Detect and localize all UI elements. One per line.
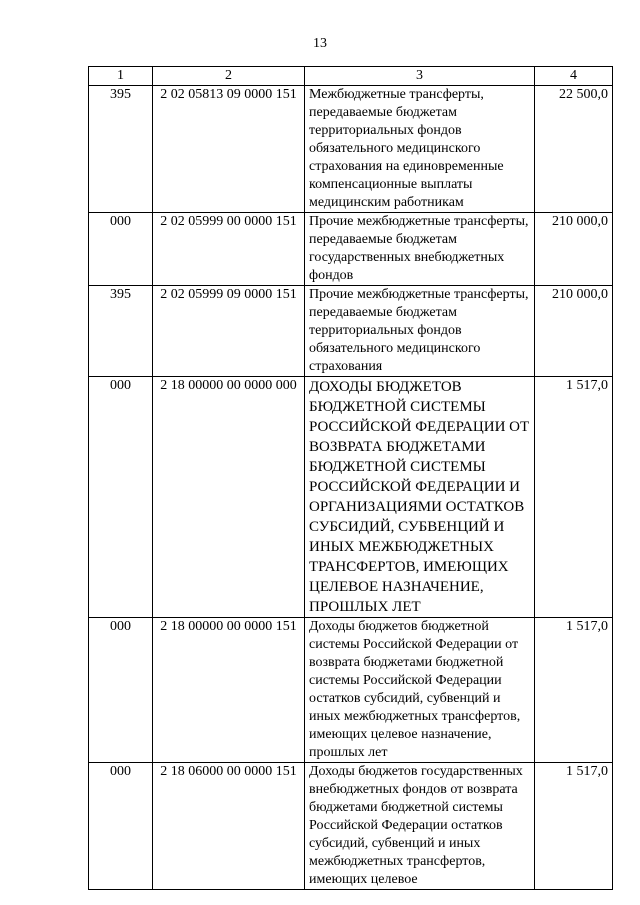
admin-code-cell: 000: [89, 763, 153, 890]
table-row: [89, 213, 613, 286]
column-header: 3: [305, 67, 535, 86]
budget-code-cell: 2 18 06000 00 0000 151: [153, 763, 305, 890]
amount-cell: 1 517,0: [535, 618, 613, 763]
revenue-name-cell: Доходы бюджетов государственных внебюджетных фондов от возврата бюджетами бюджетной системы Российской Федерации остатков субсидий, субвенций и иных межбюджетных трансфертов, имеющих целевое: [305, 763, 535, 890]
revenue-name-cell: Прочие межбюджетные трансферты, передаваемые бюджетам государственных внебюджетных фондов: [305, 213, 535, 286]
amount-cell: 210 000,0: [535, 286, 613, 377]
column-header: 4: [535, 67, 613, 86]
amount-cell: 1 517,0: [535, 377, 613, 618]
admin-code-cell: 395: [89, 86, 153, 213]
table-row: [89, 86, 613, 213]
table-header-row: [89, 67, 613, 86]
admin-code-cell: 000: [89, 213, 153, 286]
column-header: 2: [153, 67, 305, 86]
budget-code-cell: 2 18 00000 00 0000 000: [153, 377, 305, 618]
admin-code-cell: 000: [89, 618, 153, 763]
admin-code-cell: 395: [89, 286, 153, 377]
revenue-name-cell: Межбюджетные трансферты, передаваемые бюджетам территориальных фондов обязательного медицинского страхования на единовременные компенсационные выплаты медицинским работникам: [305, 86, 535, 213]
revenue-name-cell: ДОХОДЫ БЮДЖЕТОВ БЮДЖЕТНОЙ СИСТЕМЫ РОССИЙСКОЙ ФЕДЕРАЦИИ ОТ ВОЗВРАТА БЮДЖЕТАМИ БЮДЖЕТНОЙ СИСТЕМЫ РОССИЙСКОЙ ФЕДЕРАЦИИ И ОРГАНИЗАЦИЯМИ ОСТАТКОВ СУБСИДИЙ, СУБВЕНЦИЙ И ИНЫХ МЕЖБЮДЖЕТНЫХ ТРАНСФЕРТОВ, ИМЕЮЩИХ ЦЕЛЕВОЕ НАЗНАЧЕНИЕ, ПРОШЛЫХ ЛЕТ: [305, 377, 535, 618]
budget-code-cell: 2 18 00000 00 0000 151: [153, 618, 305, 763]
budget-code-cell: 2 02 05999 09 0000 151: [153, 286, 305, 377]
amount-cell: 1 517,0: [535, 763, 613, 890]
table-row: [89, 286, 613, 377]
budget-revenue-table: [88, 66, 613, 890]
revenue-name-cell: Прочие межбюджетные трансферты, передаваемые бюджетам территориальных фондов обязательного медицинского страхования: [305, 286, 535, 377]
budget-code-cell: 2 02 05813 09 0000 151: [153, 86, 305, 213]
revenue-name-cell: Доходы бюджетов бюджетной системы Российской Федерации от возврата бюджетами бюджетной системы Российской Федерации остатков субсидий, субвенций и иных межбюджетных трансфертов, имеющих целевое назначение, прошлых лет: [305, 618, 535, 763]
table-row: [89, 763, 613, 890]
table-row: [89, 618, 613, 763]
amount-cell: 210 000,0: [535, 213, 613, 286]
table-row: [89, 377, 613, 618]
admin-code-cell: 000: [89, 377, 153, 618]
budget-code-cell: 2 02 05999 00 0000 151: [153, 213, 305, 286]
column-header: 1: [89, 67, 153, 86]
amount-cell: 22 500,0: [535, 86, 613, 213]
page-number: 13: [313, 36, 327, 51]
